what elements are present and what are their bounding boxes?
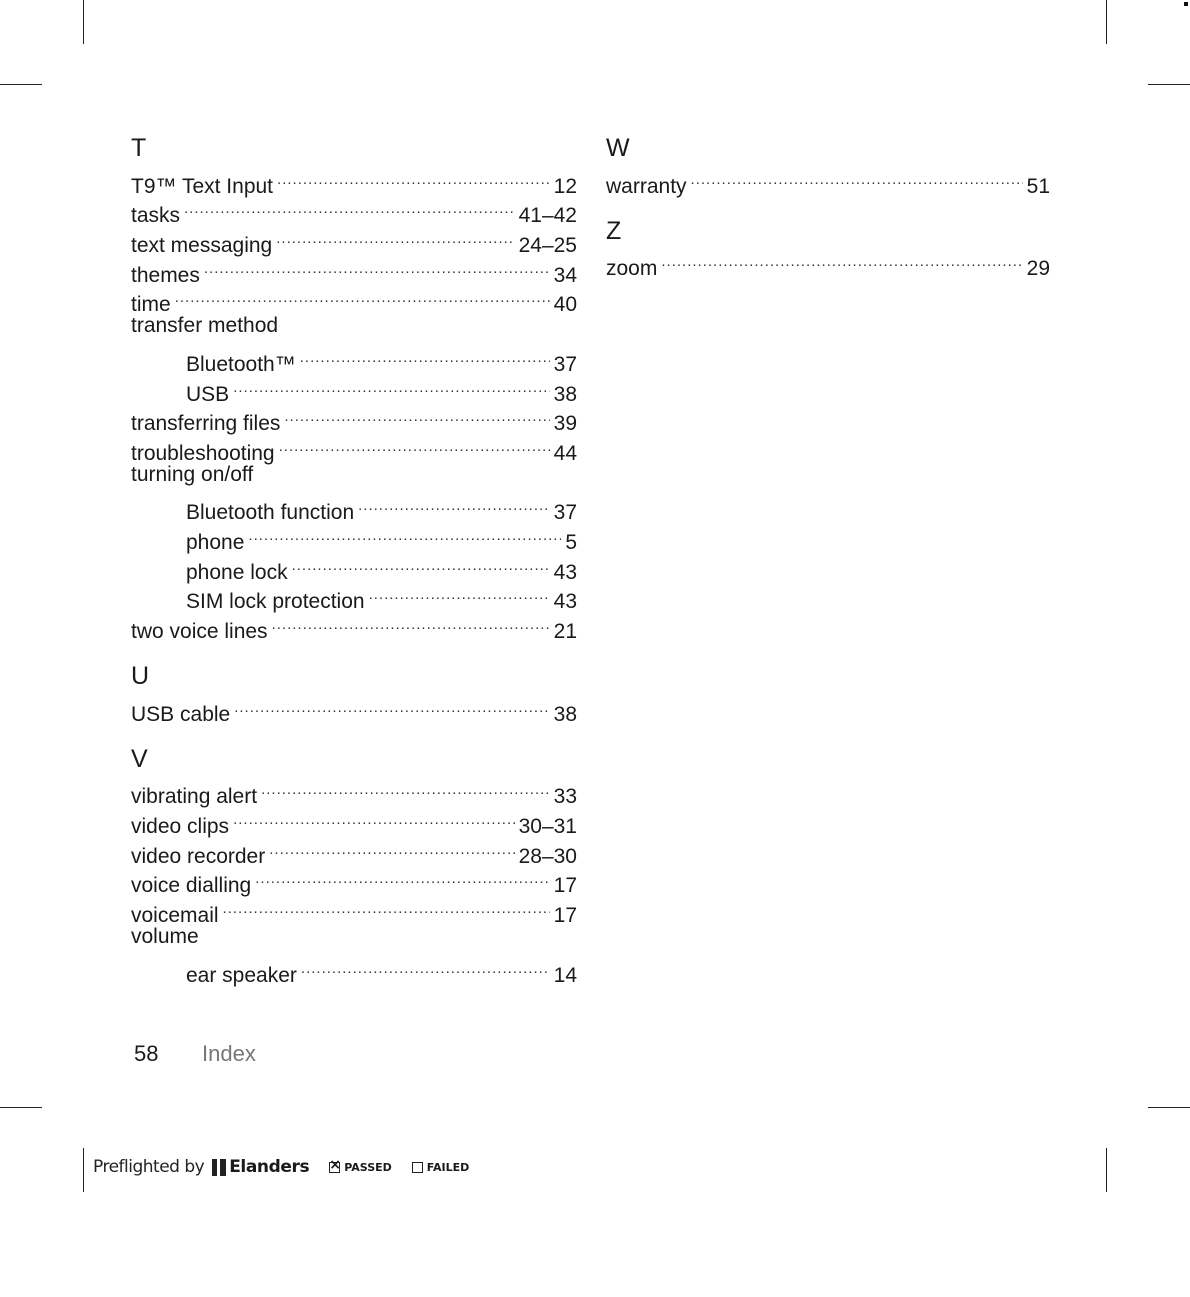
entry-page-number: 43 bbox=[553, 590, 577, 614]
entry-term: phone lock bbox=[186, 560, 288, 584]
index-subentry bbox=[131, 341, 577, 376]
section-letter: Z bbox=[606, 216, 622, 245]
index-section-w bbox=[606, 133, 1050, 198]
entry-page-number: 37 bbox=[553, 352, 577, 376]
index-entry bbox=[606, 246, 1050, 281]
dot-leader bbox=[269, 833, 514, 863]
entry-page-number: 24–25 bbox=[518, 234, 577, 258]
entry-term: voice dialling bbox=[131, 874, 252, 898]
entry-term: time bbox=[131, 293, 171, 317]
dot-leader bbox=[292, 549, 550, 579]
failed-label: FAILED bbox=[426, 1160, 470, 1174]
dot-leader bbox=[284, 401, 549, 431]
elanders-logo-icon bbox=[212, 1159, 226, 1176]
index-entry bbox=[131, 922, 577, 952]
entry-term: Bluetooth™ bbox=[186, 352, 296, 376]
index-section-z bbox=[606, 216, 1050, 281]
dot-leader bbox=[184, 193, 515, 223]
entry-page-number: 33 bbox=[553, 785, 577, 809]
index-section-v bbox=[131, 744, 577, 987]
index-subentry bbox=[131, 490, 577, 525]
passed-label: PASSED bbox=[344, 1160, 392, 1174]
dot-leader bbox=[300, 341, 550, 371]
entry-page-number: 30–31 bbox=[518, 815, 577, 839]
preflight-stamp bbox=[93, 1157, 469, 1177]
entry-term: zoom bbox=[606, 257, 658, 281]
elanders-brand: Elanders bbox=[229, 1157, 310, 1177]
entry-term: SIM lock protection bbox=[186, 590, 365, 614]
index-section-u bbox=[131, 661, 577, 726]
index-right-column bbox=[606, 133, 1050, 281]
entry-term: warranty bbox=[606, 174, 687, 198]
entry-term: video recorder bbox=[131, 844, 266, 868]
entry-term: tasks bbox=[131, 204, 181, 228]
dot-leader bbox=[255, 863, 549, 893]
index-section-t bbox=[131, 133, 577, 643]
section-letter: U bbox=[131, 662, 150, 690]
dot-leader bbox=[691, 163, 1023, 193]
index-entry bbox=[131, 774, 577, 809]
index-entry bbox=[131, 311, 577, 341]
entry-page-number: 40 bbox=[553, 293, 577, 317]
dot-leader bbox=[233, 803, 515, 833]
entry-page-number: 43 bbox=[553, 560, 577, 584]
entry-term: USB bbox=[186, 382, 230, 406]
dot-leader bbox=[248, 519, 561, 549]
preflight-label: Preflighted by bbox=[93, 1157, 205, 1177]
entry-term: T9™ Text Input bbox=[131, 174, 274, 198]
dot-leader bbox=[369, 579, 550, 609]
entry-page-number: 21 bbox=[553, 620, 577, 643]
crop-mark-bottom-left bbox=[83, 1148, 84, 1192]
entry-term: text messaging bbox=[131, 234, 273, 258]
dot-leader bbox=[223, 892, 550, 922]
dot-leader bbox=[272, 608, 550, 638]
entry-term: two voice lines bbox=[131, 620, 268, 643]
entry-page-number: 14 bbox=[553, 963, 577, 987]
index-entry bbox=[131, 691, 577, 726]
crop-mark-top-left bbox=[83, 0, 84, 44]
entry-page-number: 29 bbox=[1026, 257, 1050, 281]
index-entry bbox=[131, 282, 577, 317]
index-entry bbox=[131, 460, 577, 490]
crop-mark-top-right bbox=[1106, 0, 1107, 44]
section-letter: V bbox=[131, 744, 148, 773]
entry-term: vibrating alert bbox=[131, 785, 258, 809]
entry-page-number: 34 bbox=[553, 263, 577, 287]
entry-term: USB cable bbox=[131, 702, 231, 726]
dot-leader bbox=[279, 430, 550, 460]
dot-leader bbox=[261, 774, 550, 804]
entry-page-number: 38 bbox=[553, 382, 577, 406]
section-letter: W bbox=[606, 134, 630, 162]
entry-term: transfer method bbox=[131, 314, 279, 338]
entry-page-number: 51 bbox=[1026, 174, 1050, 198]
entry-term: phone bbox=[186, 530, 245, 554]
dot-leader bbox=[301, 952, 550, 982]
entry-page-number: 44 bbox=[553, 441, 577, 465]
entry-term: ear speaker bbox=[186, 963, 297, 987]
entry-page-number: 5 bbox=[565, 530, 577, 554]
dot-leader bbox=[358, 490, 550, 520]
section-title: Index bbox=[202, 1041, 256, 1066]
entry-page-number: 12 bbox=[553, 174, 577, 198]
index-entry bbox=[131, 163, 577, 198]
entry-page-number: 17 bbox=[553, 904, 577, 928]
crop-mark-top-left-h bbox=[0, 84, 42, 85]
entry-page-number: 38 bbox=[553, 702, 577, 726]
passed-checkbox-icon bbox=[329, 1162, 340, 1173]
index-entry bbox=[606, 163, 1050, 198]
entry-term: video clips bbox=[131, 815, 230, 839]
dot-leader bbox=[277, 163, 550, 193]
section-letter: T bbox=[131, 134, 147, 162]
entry-term: transferring files bbox=[131, 412, 281, 436]
entry-page-number: 37 bbox=[553, 501, 577, 525]
entry-page-number: 41–42 bbox=[518, 204, 577, 228]
registration-dot bbox=[1184, 2, 1188, 6]
entry-term: volume bbox=[131, 925, 199, 949]
index-entry bbox=[131, 193, 577, 228]
failed-checkbox-icon bbox=[412, 1162, 423, 1173]
entry-term: Bluetooth function bbox=[186, 501, 355, 525]
index-subentry bbox=[131, 952, 577, 987]
crop-mark-bottom-right bbox=[1106, 1148, 1107, 1192]
dot-leader bbox=[233, 371, 549, 401]
crop-mark-bottom-left-h bbox=[0, 1107, 42, 1108]
dot-leader bbox=[234, 691, 549, 721]
entry-page-number: 39 bbox=[553, 412, 577, 436]
dot-leader bbox=[661, 246, 1022, 276]
page-footer bbox=[134, 1040, 256, 1068]
entry-term: turning on/off bbox=[131, 462, 254, 486]
index-entry bbox=[131, 222, 577, 258]
dot-leader bbox=[276, 222, 514, 252]
page-number: 58 bbox=[134, 1041, 159, 1066]
entry-term: troubleshooting bbox=[131, 441, 275, 465]
entry-page-number: 28–30 bbox=[518, 844, 577, 868]
crop-mark-bottom-right-h bbox=[1148, 1107, 1190, 1108]
crop-mark-top-right-h bbox=[1148, 84, 1190, 85]
elanders-logo bbox=[212, 1157, 309, 1177]
entry-page-number: 17 bbox=[553, 874, 577, 898]
dot-leader bbox=[175, 282, 550, 312]
index-left-column bbox=[131, 133, 577, 987]
entry-term: voicemail bbox=[131, 904, 219, 928]
entry-term: themes bbox=[131, 263, 200, 287]
dot-leader bbox=[204, 252, 550, 282]
